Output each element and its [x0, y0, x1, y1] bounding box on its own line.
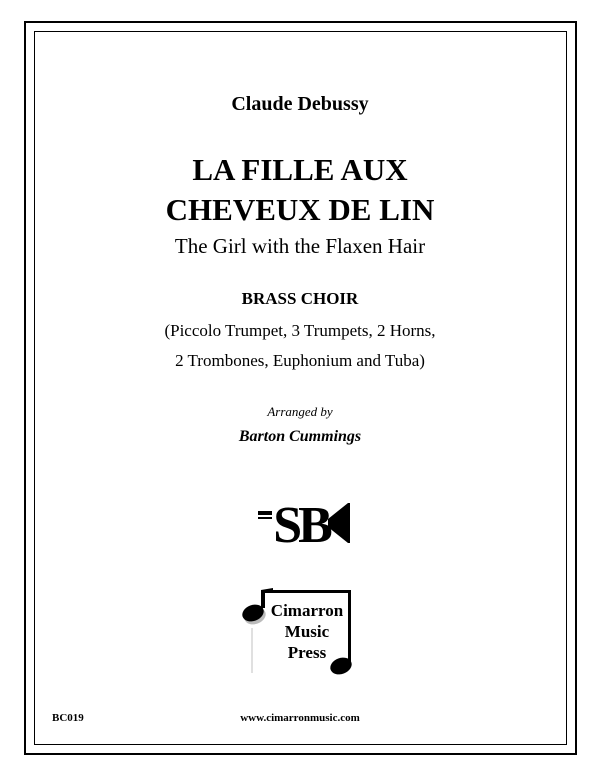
publisher-line-2: Music — [284, 622, 330, 641]
series-logo — [258, 497, 354, 549]
catalog-number: BC019 — [52, 712, 84, 724]
title-line-1: LA FILLE AUX — [192, 152, 408, 187]
arranger-name: Barton Cummings — [238, 428, 362, 445]
title-line-2: CHEVEUX DE LIN — [165, 192, 435, 227]
publisher-line-3: Press — [287, 643, 327, 662]
arranged-by-label: Arranged by — [267, 404, 333, 419]
ensemble-label: BRASS CHOIR — [241, 289, 359, 308]
instrumentation-line-1: (Piccolo Trumpet, 3 Trumpets, 2 Horns, — [164, 321, 436, 340]
composer-name: Claude Debussy — [231, 93, 369, 115]
instrumentation — [0, 316, 600, 376]
title — [0, 150, 600, 230]
publisher-logo — [237, 578, 361, 688]
series-logo-letters: SB — [273, 497, 329, 549]
subtitle: The Girl with the Flaxen Hair — [174, 234, 426, 258]
publisher-line-1: Cimarron — [270, 601, 344, 620]
instrumentation-line-2: 2 Trombones, Euphonium and Tuba) — [175, 351, 425, 370]
publisher-website[interactable]: www.cimarronmusic.com — [240, 712, 360, 724]
